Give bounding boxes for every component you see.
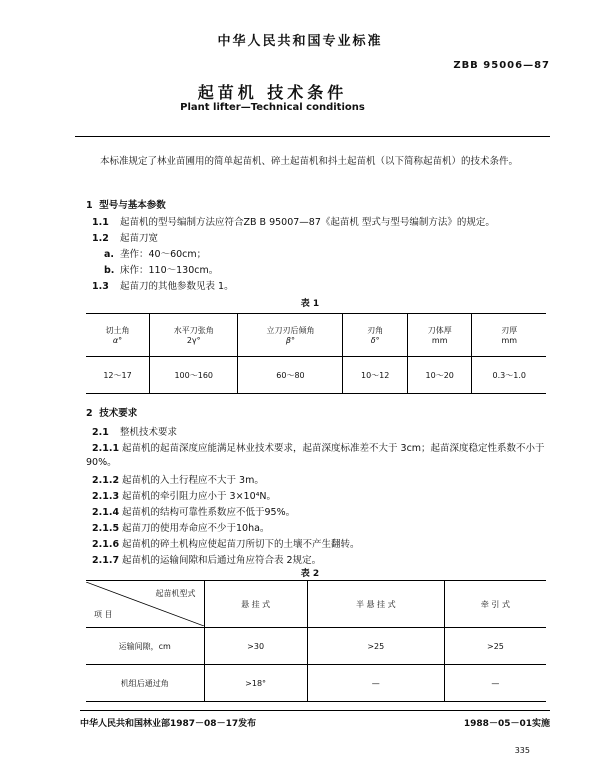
section2-heading: 2 技术要求	[86, 408, 138, 419]
table1-header-cell: 刃角 δ°	[343, 314, 408, 357]
table1-value-row	[86, 357, 546, 394]
table1-cell: 12～17	[86, 357, 150, 394]
table1-cell: 10～20	[407, 357, 472, 394]
item-2-1-4: 2.1.4 起苗机的结构可靠性系数应不低于95%。	[92, 507, 296, 518]
item-2-1-5: 2.1.5 起苗刀的使用寿命应不少于10ha。	[92, 523, 270, 534]
table-1	[86, 313, 546, 394]
table2-corner-cell	[86, 581, 204, 628]
table2-header-row	[86, 581, 546, 628]
table2-cell: >30	[204, 628, 307, 665]
item-2-1-1: 2.1.1 起苗机的起苗深度应能满足林业技术要求，起苗深度标准差不大于 3cm；起苗深度稳定性系数不小于90%。	[86, 443, 545, 468]
table2-cell: —	[307, 665, 444, 702]
item-2-1: 2.1 整机技术要求	[92, 427, 178, 438]
table2-row-label: 运输间隙，cm	[86, 628, 204, 665]
table2-cell: >25	[307, 628, 444, 665]
table2-caption: 表 2	[300, 569, 320, 579]
table2-cell: —	[444, 665, 546, 702]
table1-header-cell: 切土角 α°	[105, 326, 130, 345]
table1-header-row	[86, 314, 546, 357]
org-header: 中华人民共和国专业标准	[217, 34, 383, 49]
table1-cell: 100～160	[150, 357, 238, 394]
table2-corner-bottom: 项 目	[94, 610, 113, 619]
table2-row-label: 机组后通过角	[86, 665, 204, 702]
title-chinese: 起苗机 技术条件	[197, 83, 348, 102]
effective-date: 1988－05－01实施	[463, 719, 550, 729]
page-number: 335	[514, 746, 530, 755]
table1-cell: 60～80	[238, 357, 343, 394]
item-1-2-b: b. 床作：110～130cm。	[104, 265, 219, 276]
intro-paragraph: 本标准规定了林业苗圃用的简单起苗机、碎土起苗机和抖土起苗机（以下简称起苗机）的技术条件。	[100, 156, 519, 167]
table1-header-cell: 刀体厚 mm	[407, 314, 472, 357]
standard-number: ZBB 95006—87	[453, 60, 550, 71]
table2-row	[86, 665, 546, 702]
top-rule	[75, 136, 550, 137]
bottom-rule	[80, 710, 550, 711]
table1-cell: 0.3～1.0	[472, 357, 546, 394]
table1-cell: 10～12	[343, 357, 408, 394]
issue-statement: 中华人民共和国林业部1987－08－17发布	[80, 719, 257, 729]
table2-cell: >18°	[204, 665, 307, 702]
item-1-1: 1.1 起苗机的型号编制方法应符合ZB B 95007—87《起苗机 型式与型号编制方法》的规定。	[92, 217, 495, 228]
table1-header-cell: 立刀刃后倾角 β°	[238, 314, 343, 357]
item-2-1-3: 2.1.3 起苗机的牵引阻力应小于 3×10⁴N。	[92, 491, 277, 502]
section1-heading: 1 型号与基本参数	[86, 200, 166, 211]
item-1-2-a: a. 垄作：40～60cm；	[104, 249, 207, 260]
table1-header-cell: 刃厚 mm	[472, 314, 546, 357]
table1-caption: 表 1	[300, 299, 320, 309]
item-2-1-2: 2.1.2 起苗机的入土行程应不大于 3m。	[92, 475, 264, 486]
table2-corner-top: 起苗机型式	[155, 589, 196, 598]
item-1-2: 1.2 起苗刀宽	[92, 233, 159, 244]
item-1-3: 1.3 起苗刀的其他参数见表 1。	[92, 281, 234, 292]
title-english: Plant lifter—Technical conditions	[180, 102, 365, 113]
table2-row	[86, 628, 546, 665]
table-2	[86, 580, 546, 702]
table2-header-cell: 悬 挂 式	[204, 581, 307, 628]
table2-cell: >25	[444, 628, 546, 665]
table2-header-cell: 牵 引 式	[444, 581, 546, 628]
table1-header-cell: 水平刀张角 2γ°	[150, 314, 238, 357]
item-2-1-7: 2.1.7 起苗机的运输间隙和后通过角应符合表 2规定。	[92, 555, 322, 566]
table2-header-cell: 半 悬 挂 式	[307, 581, 444, 628]
item-2-1-6: 2.1.6 起苗机的碎土机构应使起苗刀所切下的土壤不产生翻转。	[92, 539, 360, 550]
